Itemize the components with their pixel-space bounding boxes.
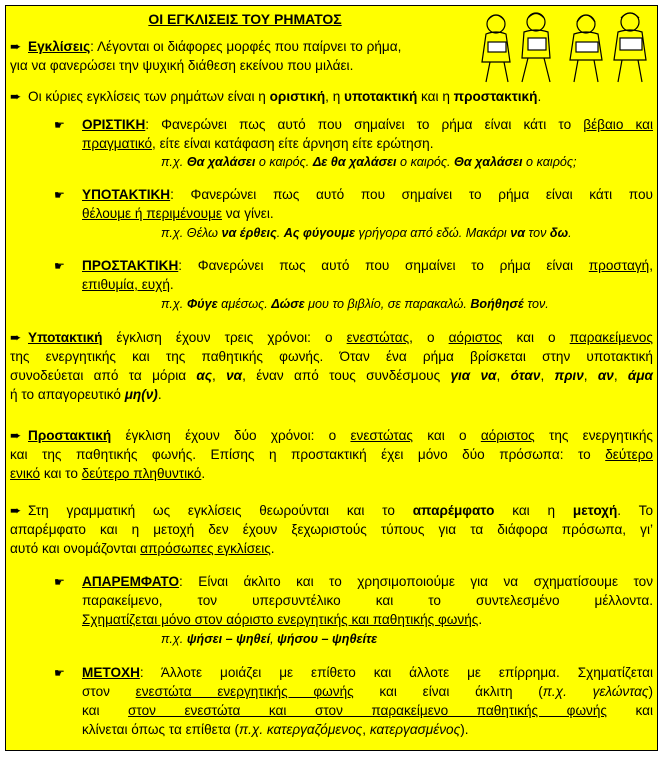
pointing-hand-icon: ☛ [54,118,65,132]
ypotaktiki-tenses-line-1: ➨ Υποτακτική έγκλιση έχουν τρεις χρόνοι: ο ενεστώτας, ο αόριστος και ο παρακείμενος [10,330,653,345]
aparemfato-line-3: Σχηματίζεται μόνο στον αόριστο ενεργητικής και παθητικής φωνής. [82,612,483,627]
aparemfato-example: π.χ. ψήσει – ψηθεί, ψήσου – ψηθείτε [161,632,378,646]
prostaktiki-tenses-line-2: και της παθητικής φωνής. Επίσης η προστακτική έχει μόνο δύο πρόσωπα: το δεύτερο [10,447,653,462]
oristiki-line-2: πραγματικό, είτε είναι κατάφαση είτε άρνηση είτε ερώτηση. [82,136,434,151]
aparemfato-line-1: ☛ ΑΠΑΡΕΜΦΑΤΟ: Είναι άκλιτο και το χρησιμοποιούμε για να σχηματίσουμε τον [54,574,653,589]
ypotaktiki-tenses-line-4: ή το απαγορευτικό μη(ν). [10,387,162,402]
metochi-line-2: στον ενεστώτα ενεργητικής φωνής και είναι άκλιτη (π.χ. γελώντας) [82,684,654,699]
main-moods-line: ➨ Οι κύριες εγκλίσεις των ρημάτων είναι η οριστική, η υποτακτική και η προστακτική. [10,89,542,104]
ypotaktiki-tenses-line-3: συνοδεύεται από τα μόρια ας, να, έναν από τους συνδέσμους για να, όταν, πριν, αν, άμα [10,368,653,383]
oristiki-line-1: ☛ ΟΡΙΣΤΙΚΗ: Φανερώνει πως αυτό που σημαίνει το ρήμα είναι κάτι το βέβαιο και [54,117,653,132]
ypotaktiki-line-2: θέλουμε ή περιμένουμε να γίνει. [82,206,274,221]
pointing-hand-icon: ☛ [54,575,65,589]
aparemfato-line-2: παρακείμενο, τον υπερσυντέλικο και το συντελεσμένο μέλλοντα. [82,593,653,608]
pointing-hand-icon: ☛ [54,259,65,273]
impersonal-line-3: αυτό και ονομάζονται απρόσωπες εγκλίσεις. [10,541,275,556]
impersonal-line-2: απαρέμφατο και η μετοχή δεν έχουν ξεχωριστούς τύπους για τα διάφορα πρόσωπα, γι’ [10,522,653,537]
prostaktiki-line-2: επιθυμία, ευχή. [82,277,174,292]
ypotaktiki-line-1: ☛ ΥΠΟΤΑΚΤΙΚΗ: Φανερώνει πως αυτό που σημαίνει το ρήμα είναι κάτι που [54,187,653,202]
prostaktiki-tenses-line-3: ενικό και το δεύτερο πληθυντικό. [10,466,206,481]
children-reading-illustration [474,8,654,86]
worksheet [5,5,658,751]
metochi-line-3: και στον ενεστώτα και στον παρακείμενο παθητικής φωνής και [82,703,653,718]
ypotaktiki-tenses-line-2: της ενεργητικής και της παθητικής φωνής. Όταν ένα ρήμα βρίσκεται στην υποτακτική [10,349,653,364]
intro-line-1: ➨ Εγκλίσεις: Λέγονται οι διάφορες μορφές που παίρνει το ρήμα, [10,39,402,54]
arrow-icon: ➨ [10,330,22,345]
arrow-icon: ➨ [10,39,22,54]
prostaktiki-example: π.χ. Φύγε αμέσως. Δώσε μου το βιβλίο, σε παρακαλώ. Βοήθησέ τον. [161,297,549,311]
pointing-hand-icon: ☛ [54,188,65,202]
metochi-line-1: ☛ ΜΕΤΟΧΗ: Άλλοτε μοιάζει με επίθετο και άλλοτε με επίρρημα. Σχηματίζεται [54,665,653,680]
ypotaktiki-example: π.χ. Θέλω να έρθεις. Ας φύγουμε γρήγορα από εδώ. Μακάρι να τον δω. [161,226,572,240]
impersonal-line-1: ➨ Στη γραμματική ως εγκλίσεις θεωρούνται και το απαρέμφατο και η μετοχή. Το [10,503,654,518]
arrow-icon: ➨ [10,428,22,443]
pointing-hand-icon: ☛ [54,666,65,680]
arrow-icon: ➨ [10,503,22,518]
oristiki-example: π.χ. Θα χαλάσει ο καιρός. Δε θα χαλάσει ο καιρός. Θα χαλάσει ο καιρός; [161,155,577,169]
metochi-line-4: κλίνεται όπως τα επίθετα (π.χ. κατεργαζόμενος, κατεργασμένος). [82,722,469,737]
arrow-icon: ➨ [10,89,22,104]
intro-line-2: για να φανερώσει την ψυχική διάθεση εκείνου που μιλάει. [10,58,354,73]
page-title: ΟΙ ΕΓΚΛΙΣΕΙΣ ΤΟΥ ΡΗΜΑΤΟΣ [148,11,342,27]
prostaktiki-line-1: ☛ ΠΡΟΣΤΑΚΤΙΚΗ: Φανερώνει πως αυτό που σημαίνει το ρήμα είναι προσταγή, [54,258,653,273]
prostaktiki-tenses-line-1: ➨ Προστακτική έγκλιση έχουν δύο χρόνοι: ο ενεστώτας και ο αόριστος της ενεργητικής [10,428,653,443]
